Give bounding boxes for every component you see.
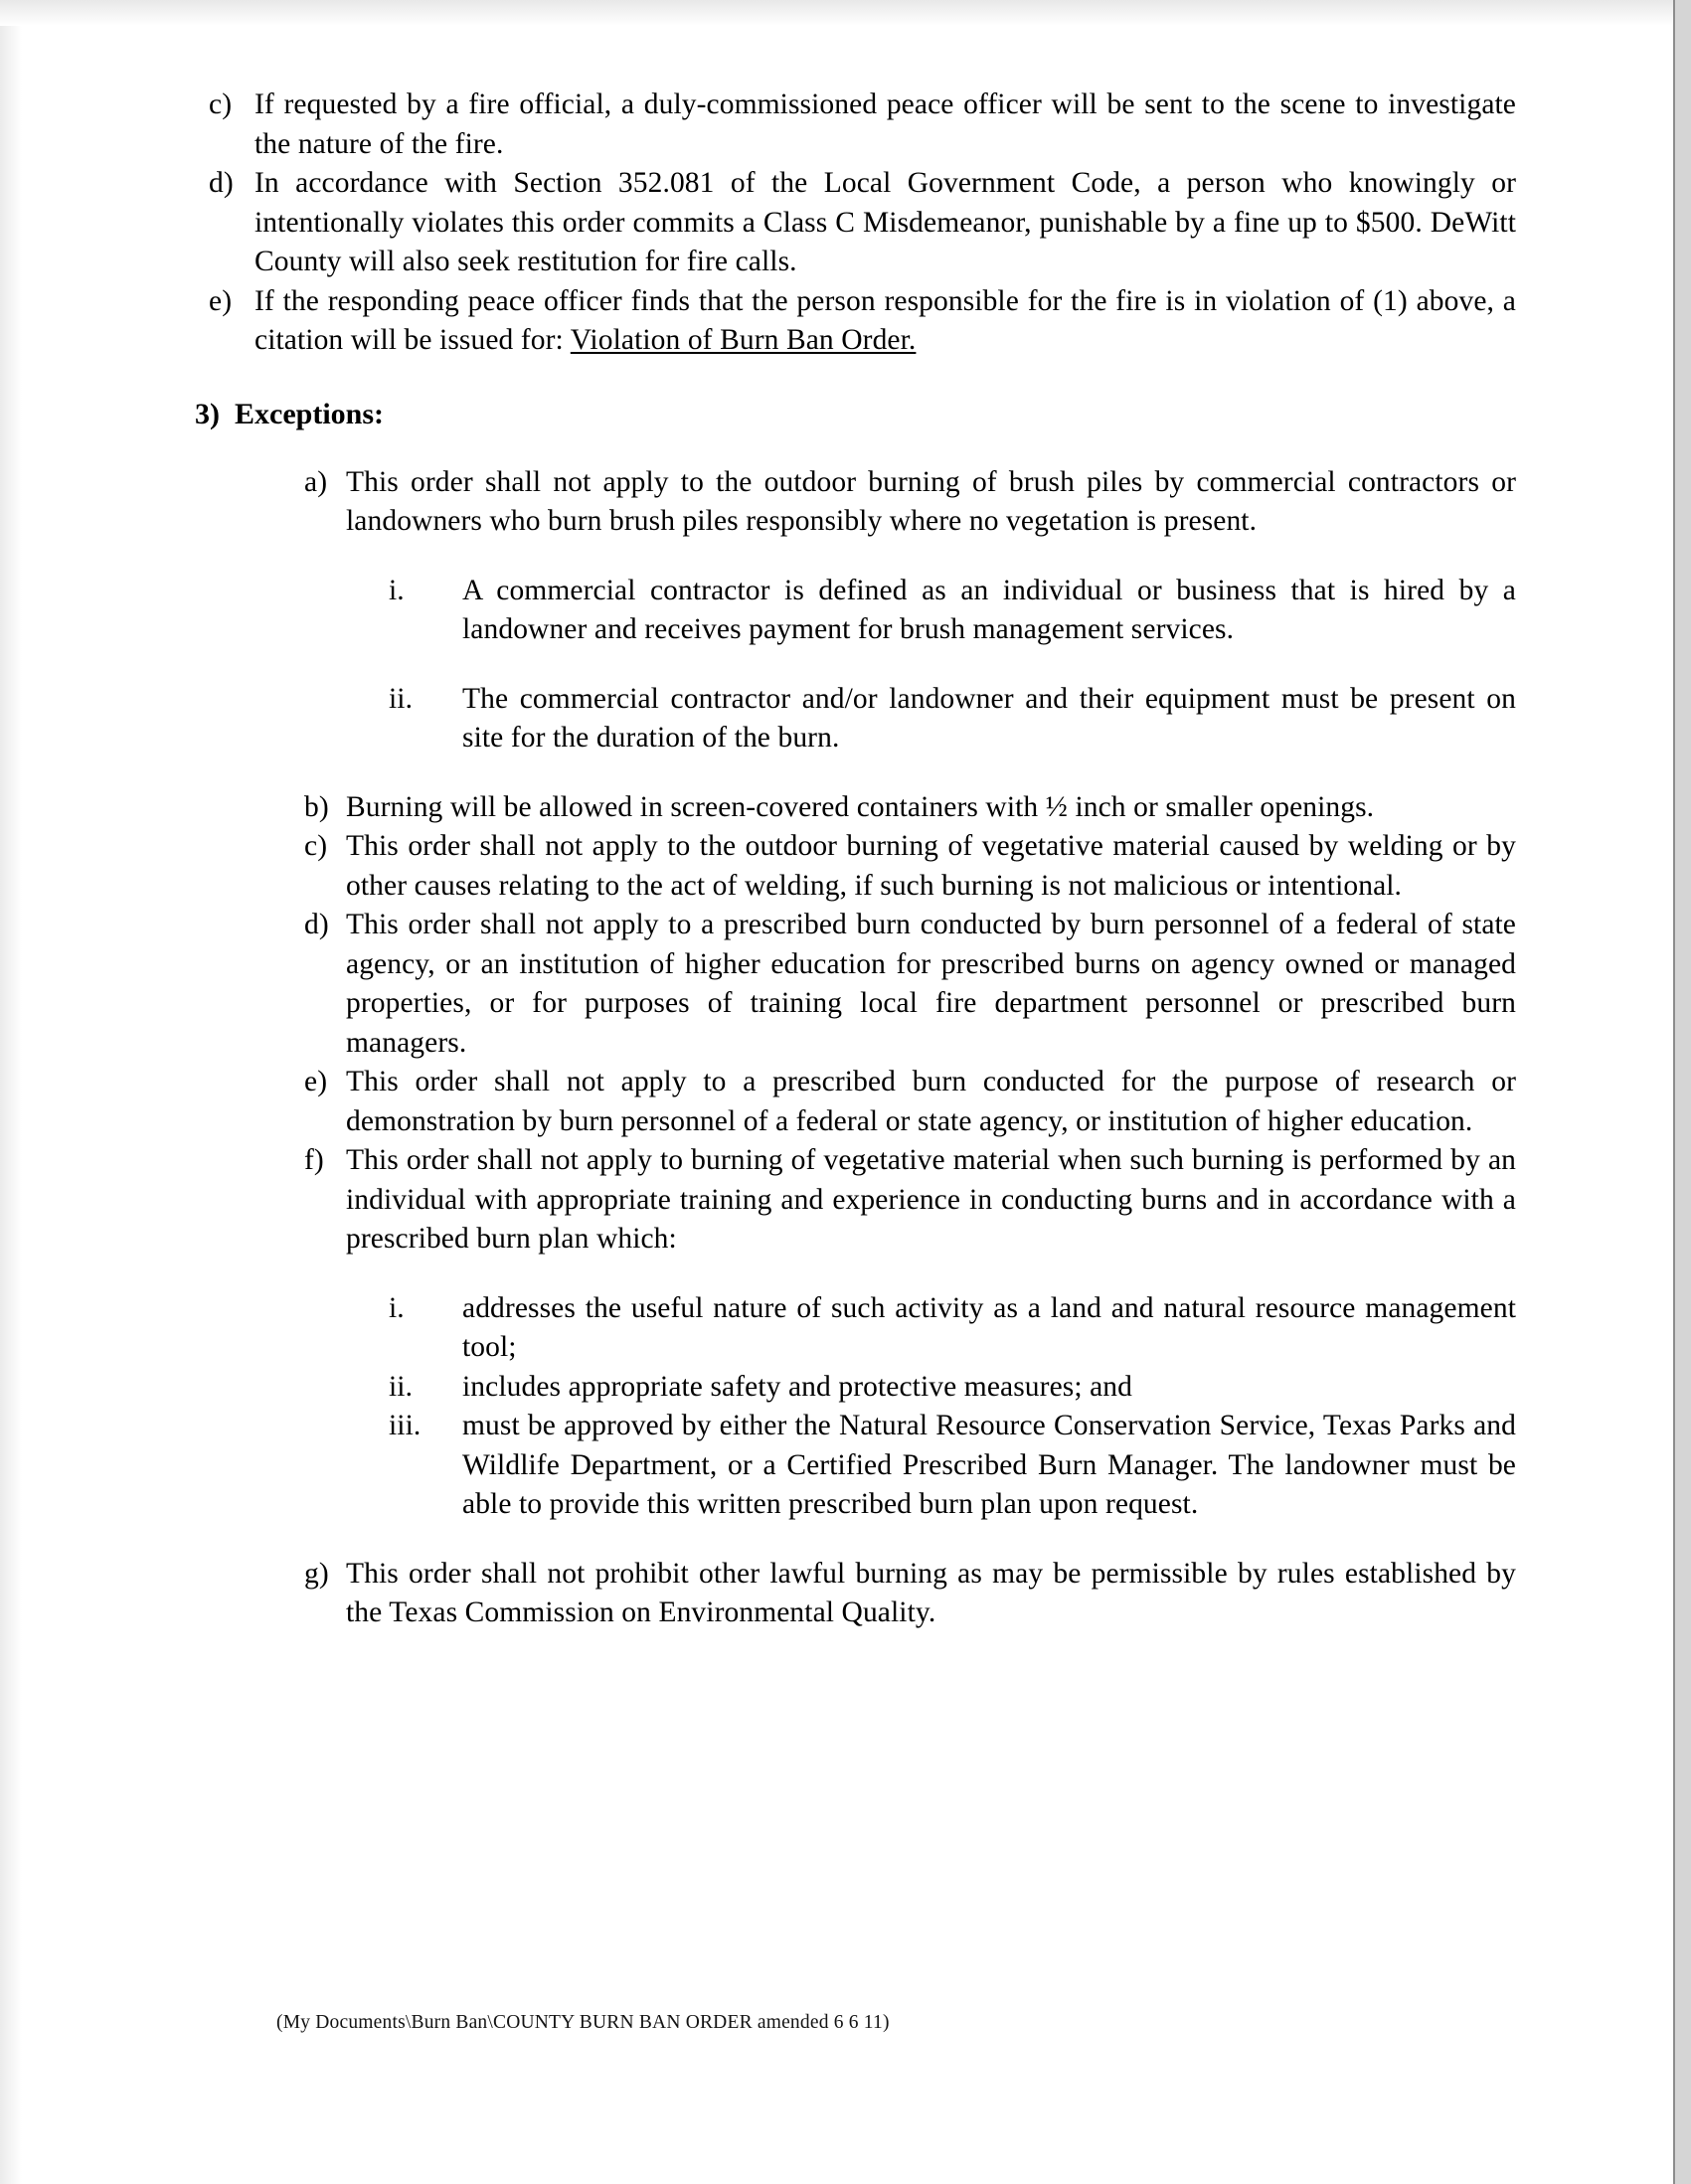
section-heading-exceptions xyxy=(195,395,1516,433)
exception-f-subitem-iii xyxy=(195,1407,1516,1525)
list-marker-e: e) xyxy=(209,284,233,317)
roman-marker-i: i. xyxy=(389,574,405,606)
spacer xyxy=(195,1260,1516,1289)
exception-marker-c: c) xyxy=(304,830,328,862)
roman-marker-iii: iii. xyxy=(389,1410,422,1441)
exception-marker-d: d) xyxy=(304,909,329,940)
roman-marker-ii: ii. xyxy=(389,1370,414,1403)
list-item-e xyxy=(195,282,1516,361)
exception-text-b: Burning will be allowed in screen-covered containers with ½ inch or smaller openings. xyxy=(346,790,1375,823)
exception-item-f xyxy=(195,1141,1516,1260)
exception-a-subtext-i: A commercial contractor is defined as an individual or business that is hired by a landowner and receives payment for brush management services. xyxy=(462,574,1516,645)
list-item-d xyxy=(195,164,1516,282)
list-item-c xyxy=(195,85,1516,164)
section-number: 3) xyxy=(195,397,220,430)
exception-text-c: This order shall not apply to the outdoor burning of vegetative material caused by welding or by other causes relating to the act of welding, if such burning is not malicious or intentional. xyxy=(346,830,1516,902)
exception-marker-a: a) xyxy=(304,465,328,498)
exception-a-subitem-i xyxy=(195,572,1516,650)
exception-text-d: This order shall not apply to a prescribed burn conducted by burn personnel of a federal of state agency, or an institution of higher education for prescribed burns on agency owned or managed properties, or for purposes of training local fire department personnel or prescribed burn managers. xyxy=(346,909,1516,1059)
exception-a-subtext-ii: The commercial contractor and/or landowner and their equipment must be present on site for the duration of the burn. xyxy=(462,682,1516,754)
exception-text-g: This order shall not prohibit other lawful burning as may be permissible by rules established by the Texas Commission on Environmental Quality. xyxy=(346,1557,1516,1628)
exception-item-c xyxy=(195,827,1516,906)
roman-marker-ii: ii. xyxy=(389,682,414,715)
exception-f-subitem-ii xyxy=(195,1368,1516,1408)
exception-f-subitem-i xyxy=(195,1289,1516,1368)
exception-marker-b: b) xyxy=(304,790,329,823)
list-text-c: If requested by a fire official, a duly-commissioned peace officer will be sent to the scene to investigate the nature of the fire. xyxy=(254,88,1516,160)
exception-item-a xyxy=(195,463,1516,542)
exception-text-e: This order shall not apply to a prescribed burn conducted for the purpose of research or demonstration by burn personnel of a federal or state agency, or institution of higher education. xyxy=(346,1066,1516,1137)
exception-marker-e: e) xyxy=(304,1066,328,1097)
spacer xyxy=(195,542,1516,572)
list-text-d: In accordance with Section 352.081 of the Local Government Code, a person who knowingly or intentionally violates this order commits a Class C Misdemeanor, punishable by a fine up to $500. DeWitt County will also seek restitution for fire calls. xyxy=(254,167,1516,277)
exception-text-a: This order shall not apply to the outdoor burning of brush piles by commercial contractors or landowners who burn brush piles responsibly where no vegetation is present. xyxy=(346,465,1516,537)
exception-marker-g: g) xyxy=(304,1557,329,1590)
exception-text-f: This order shall not apply to burning of vegetative material when such burning is performed by an individual with appropriate training and experience in conducting burns and in accordance with a prescribed burn plan which: xyxy=(346,1144,1516,1255)
exception-item-g xyxy=(195,1555,1516,1633)
exception-f-subtext-iii: must be approved by either the Natural Resource Conservation Service, Texas Parks and Wildlife Department, or a Certified Prescribed Burn Manager. The landowner must be able to provide this written prescribed burn plan upon request. xyxy=(462,1410,1516,1520)
citation-offense-underline: Violation of Burn Ban Order. xyxy=(570,324,917,356)
spacer xyxy=(195,1525,1516,1555)
spacer xyxy=(195,758,1516,788)
list-text-e xyxy=(254,282,1516,361)
section-title: Exceptions: xyxy=(235,397,384,430)
list-text-e-plain: If the responding peace officer finds that the person responsible for the fire is in violation of (1) above, a citation will be issued for: xyxy=(254,284,1516,356)
spacer xyxy=(195,650,1516,680)
exception-f-subtext-ii: includes appropriate safety and protective measures; and xyxy=(462,1370,1133,1403)
spacer xyxy=(195,433,1516,463)
scan-right-edge xyxy=(1675,0,1691,2184)
exception-item-d xyxy=(195,906,1516,1063)
exception-a-subitem-ii xyxy=(195,680,1516,758)
roman-marker-i: i. xyxy=(389,1291,405,1324)
exception-item-e xyxy=(195,1063,1516,1141)
list-marker-c: c) xyxy=(209,88,233,120)
exception-item-b xyxy=(195,788,1516,828)
exception-f-subtext-i: addresses the useful nature of such activity as a land and natural resource management tool; xyxy=(462,1291,1516,1363)
exception-marker-f: f) xyxy=(304,1144,324,1176)
list-marker-d: d) xyxy=(209,167,234,199)
footer-file-path: (My Documents\Burn Ban\COUNTY BURN BAN ORDER amended 6 6 11) xyxy=(276,2012,890,2033)
